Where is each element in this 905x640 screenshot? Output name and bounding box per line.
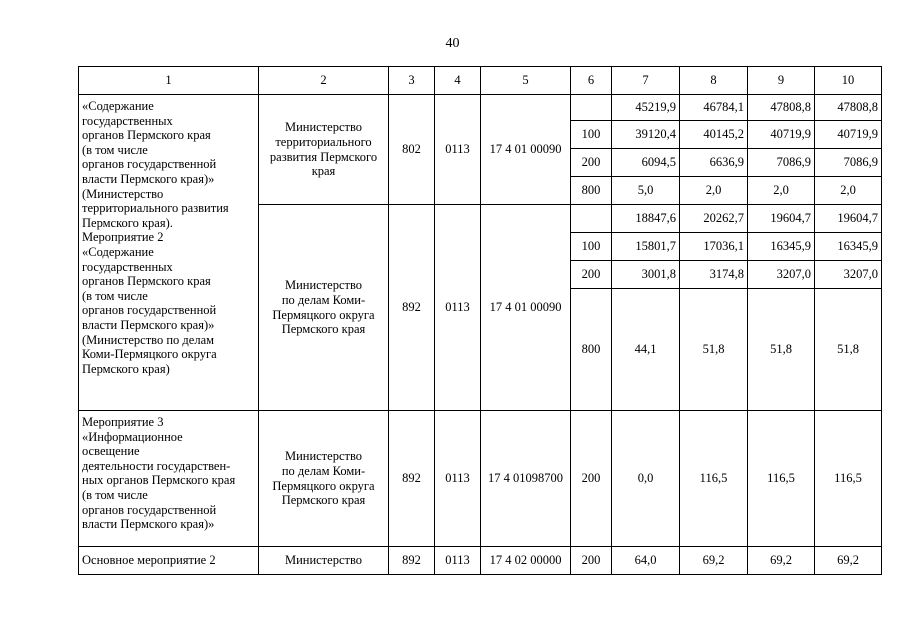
grbs-cell: 802 xyxy=(389,95,435,205)
vr-cell: 200 xyxy=(571,411,612,547)
header-col-9: 9 xyxy=(748,67,815,95)
table-row xyxy=(79,95,882,121)
header-col-2: 2 xyxy=(259,67,389,95)
header-col-5: 5 xyxy=(481,67,571,95)
value-cell-10: 116,5 xyxy=(815,411,882,547)
value-cell-8: 69,2 xyxy=(680,547,748,575)
value-cell-10: 7086,9 xyxy=(815,149,882,177)
value-cell-10: 47808,8 xyxy=(815,95,882,121)
value-cell-8: 3174,8 xyxy=(680,261,748,289)
value-cell-7: 64,0 xyxy=(612,547,680,575)
value-cell-7: 44,1 xyxy=(612,289,680,411)
header-col-1: 1 xyxy=(79,67,259,95)
section-cell: 0113 xyxy=(435,547,481,575)
grbs-cell: 892 xyxy=(389,547,435,575)
section-cell: 0113 xyxy=(435,411,481,547)
section-cell: 0113 xyxy=(435,95,481,205)
value-cell-9: 40719,9 xyxy=(748,121,815,149)
section-cell: 0113 xyxy=(435,205,481,411)
value-cell-7: 45219,9 xyxy=(612,95,680,121)
value-cell-10: 16345,9 xyxy=(815,233,882,261)
activity-description: Мероприятие 3 «Информационное освещение деятельности государствен- ных органов Пермского края (в том числе органов государственной власти Пермского края)» xyxy=(79,411,259,547)
value-cell-10: 51,8 xyxy=(815,289,882,411)
grbs-cell: 892 xyxy=(389,205,435,411)
page-number: 40 xyxy=(445,36,460,51)
value-cell-7: 15801,7 xyxy=(612,233,680,261)
header-col-4: 4 xyxy=(435,67,481,95)
value-cell-8: 51,8 xyxy=(680,289,748,411)
value-cell-10: 69,2 xyxy=(815,547,882,575)
header-col-8: 8 xyxy=(680,67,748,95)
value-cell-10: 40719,9 xyxy=(815,121,882,149)
vr-cell: 100 xyxy=(571,121,612,149)
table-row xyxy=(79,547,882,575)
value-cell-7: 6094,5 xyxy=(612,149,680,177)
vr-cell: 100 xyxy=(571,233,612,261)
executor-cell: Министерство территориального развития Пермского края xyxy=(259,95,389,205)
csr-cell: 17 4 02 00000 xyxy=(481,547,571,575)
value-cell-8: 116,5 xyxy=(680,411,748,547)
value-cell-9: 116,5 xyxy=(748,411,815,547)
value-cell-8: 20262,7 xyxy=(680,205,748,233)
activity-description: «Содержание государственных органов Пермского края (в том числе органов государственной власти Пермского края)» (Министерство территориального развития Пермского края). Мероприятие 2 «Содержание государственных органов Пермского края (в том числе органов государственной власти Пермского края)» (Министерство по делам Коми-Пермяцкого округа Пермского края) xyxy=(79,95,259,411)
executor-cell: Министерство по делам Коми- Пермяцкого округа Пермского края xyxy=(259,205,389,411)
header-col-7: 7 xyxy=(612,67,680,95)
table-row xyxy=(79,411,882,547)
value-cell-8: 2,0 xyxy=(680,177,748,205)
header-col-6: 6 xyxy=(571,67,612,95)
value-cell-9: 19604,7 xyxy=(748,205,815,233)
csr-cell: 17 4 01 00090 xyxy=(481,205,571,411)
csr-cell: 17 4 01098700 xyxy=(481,411,571,547)
value-cell-7: 39120,4 xyxy=(612,121,680,149)
value-cell-8: 46784,1 xyxy=(680,95,748,121)
value-cell-7: 0,0 xyxy=(612,411,680,547)
grbs-cell: 892 xyxy=(389,411,435,547)
value-cell-10: 19604,7 xyxy=(815,205,882,233)
activity-description: Основное мероприятие 2 xyxy=(79,547,259,575)
vr-cell: 800 xyxy=(571,177,612,205)
value-cell-8: 40145,2 xyxy=(680,121,748,149)
value-cell-10: 3207,0 xyxy=(815,261,882,289)
value-cell-10: 2,0 xyxy=(815,177,882,205)
value-cell-9: 47808,8 xyxy=(748,95,815,121)
header-row xyxy=(79,67,882,95)
csr-cell: 17 4 01 00090 xyxy=(481,95,571,205)
value-cell-7: 5,0 xyxy=(612,177,680,205)
vr-cell: 200 xyxy=(571,149,612,177)
value-cell-9: 3207,0 xyxy=(748,261,815,289)
executor-cell: Министерство xyxy=(259,547,389,575)
vr-cell: 800 xyxy=(571,289,612,411)
executor-cell: Министерство по делам Коми- Пермяцкого округа Пермского края xyxy=(259,411,389,547)
vr-cell xyxy=(571,205,612,233)
value-cell-8: 17036,1 xyxy=(680,233,748,261)
value-cell-9: 7086,9 xyxy=(748,149,815,177)
value-cell-9: 2,0 xyxy=(748,177,815,205)
header-col-10: 10 xyxy=(815,67,882,95)
value-cell-9: 51,8 xyxy=(748,289,815,411)
vr-cell: 200 xyxy=(571,261,612,289)
value-cell-8: 6636,9 xyxy=(680,149,748,177)
budget-table xyxy=(78,66,882,575)
value-cell-9: 16345,9 xyxy=(748,233,815,261)
header-col-3: 3 xyxy=(389,67,435,95)
value-cell-7: 3001,8 xyxy=(612,261,680,289)
vr-cell: 200 xyxy=(571,547,612,575)
value-cell-7: 18847,6 xyxy=(612,205,680,233)
vr-cell xyxy=(571,95,612,121)
value-cell-9: 69,2 xyxy=(748,547,815,575)
